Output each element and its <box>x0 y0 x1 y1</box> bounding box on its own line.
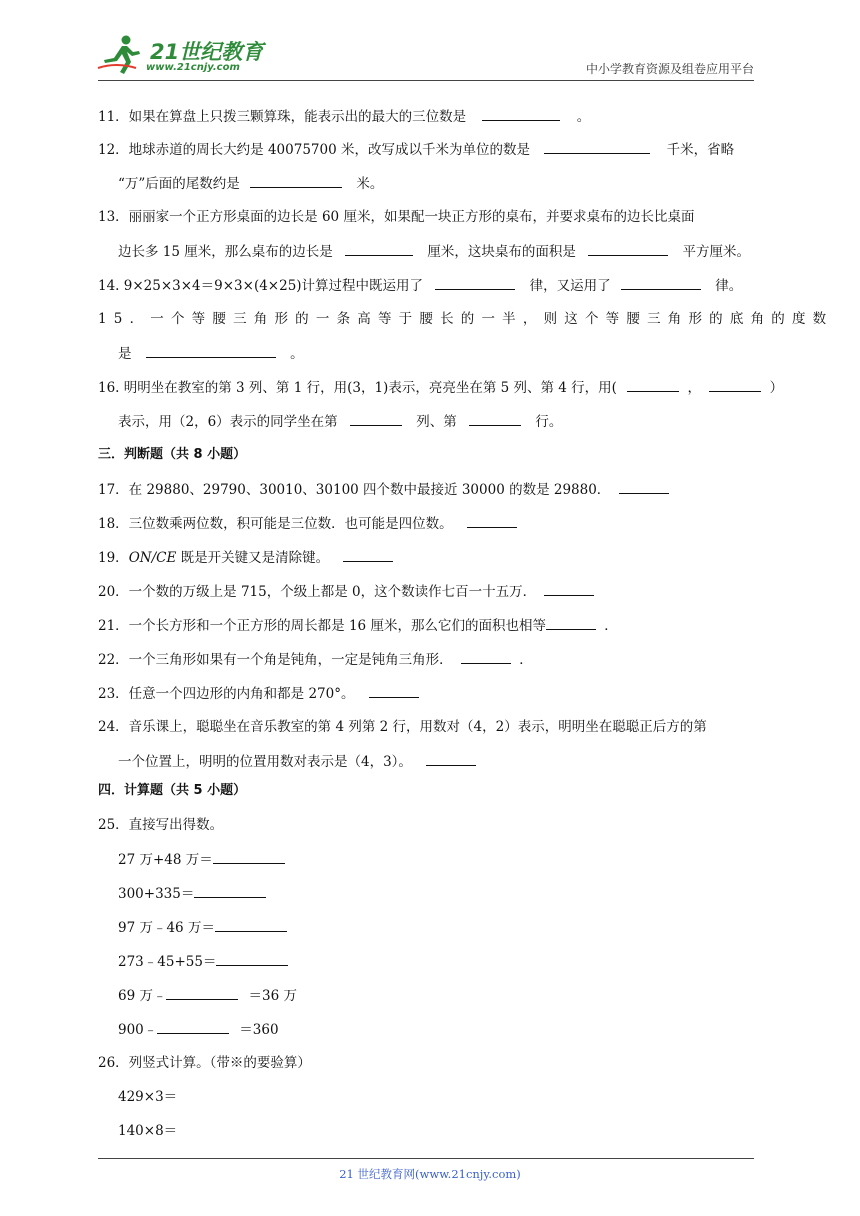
question-text: 律，又运用了 <box>529 278 611 294</box>
answer-blank[interactable] <box>350 411 402 426</box>
question-text: ） <box>769 380 784 396</box>
question-18 <box>98 513 521 533</box>
answer-blank[interactable] <box>369 683 419 698</box>
platform-title: 中小学教育资源及组卷应用平台 <box>585 62 754 76</box>
question-text: 14. 9×25×3×4＝9×3×(4×25)计算过程中既运用了 <box>98 278 424 294</box>
answer-blank[interactable] <box>467 513 517 528</box>
answer-blank[interactable] <box>544 139 650 154</box>
answer-blank[interactable] <box>216 951 288 966</box>
question-text: 900﹣ <box>118 1022 158 1038</box>
question-text: 既是开关键又是清除键。 <box>176 550 330 566</box>
answer-blank[interactable] <box>435 275 515 290</box>
question-24-cont <box>118 751 480 771</box>
question-text: 13．丽丽家一个正方形桌面的边长是 60 厘米，如果配一块正方形的桌布，并要求桌布的边长比桌面 <box>98 209 695 225</box>
site-logo <box>96 34 266 78</box>
answer-blank[interactable] <box>343 547 393 562</box>
calc-item <box>118 1121 177 1141</box>
question-text: 17．在 29880、29790、30010、30100 四个数中最接近 30000 的数是 29880． <box>98 482 611 498</box>
section-heading-judgment: 三．判断题（共 8 小题） <box>98 447 247 462</box>
question-text: 一个位置上，明明的位置用数对表示是（4，3）。 <box>118 754 412 770</box>
logo-text: 21世纪教育 <box>150 40 264 64</box>
question-text: 是 <box>118 346 132 362</box>
question-15-cont <box>118 343 304 363</box>
question-text: 表示，用（2，6）表示的同学坐在第 <box>118 414 338 430</box>
question-text: “万”后面的尾数约是 <box>118 176 240 192</box>
calc-item <box>118 883 266 903</box>
answer-blank[interactable] <box>469 411 521 426</box>
answer-blank[interactable] <box>426 751 476 766</box>
question-21 <box>98 615 618 635</box>
answer-blank[interactable] <box>546 615 596 630</box>
question-text: 15．一个等腰三角形的一条高等于腰长的一半，则这个等腰三角形的底角的度数 <box>98 311 834 327</box>
question-25 <box>98 815 223 835</box>
question-16 <box>98 377 783 397</box>
question-text: 16. 明明坐在教室的第 3 列、第 1 行，用(3，1)表示，亮亮坐在第 5 列、第 4 行，用( <box>98 380 617 396</box>
answer-blank[interactable] <box>194 883 266 898</box>
calc-item <box>118 1087 177 1107</box>
answer-blank[interactable] <box>482 106 560 121</box>
question-text: 。 <box>290 346 304 362</box>
question-text: 列、第 <box>416 414 457 430</box>
answer-blank[interactable] <box>588 241 668 256</box>
question-12 <box>98 139 734 159</box>
question-text: 21．一个长方形和一个正方形的周长都是 16 厘米，那么它们的面积也相等 <box>98 618 546 634</box>
calc-item <box>118 985 297 1005</box>
question-15 <box>98 309 833 329</box>
question-text: 18．三位数乘两位数，积可能是三位数．也可能是四位数。 <box>98 516 453 532</box>
runner-logo-icon <box>96 34 148 76</box>
question-text: 11．如果在算盘上只拨三颗算珠，能表示出的最大的三位数是 <box>98 109 467 125</box>
question-text: ＝36 万 <box>248 988 297 1004</box>
calc-item <box>118 1019 279 1039</box>
question-text: 。 <box>576 109 591 125</box>
answer-blank[interactable] <box>627 377 679 392</box>
question-text: 97 万﹣46 万＝ <box>118 920 215 936</box>
question-text: 平方厘米。 <box>682 244 750 260</box>
question-text: 69 万﹣ <box>118 988 167 1004</box>
question-20 <box>98 581 598 601</box>
question-number: 19． <box>98 550 129 566</box>
answer-blank[interactable] <box>461 649 511 664</box>
question-text: 20．一个数的万级上是 715，个级上都是 0，这个数读作七百一十五万． <box>98 584 537 600</box>
question-text: 26．列竖式计算。（带※的要验算） <box>98 1055 311 1071</box>
answer-blank[interactable] <box>166 985 238 1000</box>
question-text: 边长多 15 厘米，那么桌布的边长是 <box>118 244 333 260</box>
answer-blank[interactable] <box>157 1019 229 1034</box>
question-22 <box>98 649 533 669</box>
question-13 <box>98 207 694 227</box>
question-16-cont <box>118 411 562 431</box>
question-text: 24．音乐课上，聪聪坐在音乐教室的第 4 列第 2 行，用数对（4，2）表示，明明坐在聪聪正后方的第 <box>98 719 707 735</box>
header-divider <box>98 80 754 81</box>
section-heading-calculation: 四．计算题（共 5 小题） <box>98 783 247 798</box>
question-text: 行。 <box>535 414 563 430</box>
question-text: 25．直接写出得数。 <box>98 817 224 833</box>
calc-item <box>118 917 287 937</box>
answer-blank[interactable] <box>345 241 413 256</box>
answer-blank[interactable] <box>213 849 285 864</box>
answer-blank[interactable] <box>619 479 669 494</box>
question-text: 300+335＝ <box>118 886 195 902</box>
question-text: 140×8＝ <box>118 1123 178 1139</box>
question-text: ． <box>604 618 618 634</box>
question-24 <box>98 717 707 737</box>
question-text: ， <box>687 380 702 396</box>
question-26 <box>98 1053 311 1073</box>
question-text: 22．一个三角形如果有一个角是钝角，一定是钝角三角形． <box>98 652 453 668</box>
question-13-cont <box>118 241 750 261</box>
question-text: 273﹣45+55＝ <box>118 954 217 970</box>
question-text: 23．任意一个四边形的内角和都是 270°。 <box>98 686 355 702</box>
question-text: ＝360 <box>239 1022 279 1038</box>
answer-blank[interactable] <box>709 377 761 392</box>
question-text: 厘米，这块桌布的面积是 <box>427 244 576 260</box>
question-text: 米。 <box>356 176 384 192</box>
question-11 <box>98 106 590 126</box>
calc-item <box>118 951 288 971</box>
question-17 <box>98 479 673 499</box>
answer-blank[interactable] <box>215 917 287 932</box>
answer-blank[interactable] <box>146 343 276 358</box>
question-text: 千米，省略 <box>666 142 735 158</box>
question-12-cont <box>118 173 383 193</box>
question-23 <box>98 683 423 703</box>
key-label: ON/CE <box>128 550 177 566</box>
answer-blank[interactable] <box>250 173 342 188</box>
question-text: 27 万+48 万＝ <box>118 852 213 868</box>
page-header <box>0 0 860 86</box>
question-text: ． <box>519 652 533 668</box>
answer-blank[interactable] <box>621 275 701 290</box>
question-text: 律。 <box>715 278 743 294</box>
question-19 <box>98 547 397 567</box>
question-14 <box>98 275 742 295</box>
answer-blank[interactable] <box>544 581 594 596</box>
logo-url: www.21cnjy.com <box>146 62 240 73</box>
calc-item <box>118 849 285 869</box>
footer-divider <box>98 1158 754 1159</box>
question-text: 12．地球赤道的周长大约是 40075700 米，改写成以千米为单位的数是 <box>98 142 530 158</box>
question-text: 429×3＝ <box>118 1089 178 1105</box>
page-footer: 21 世纪教育网(www.21cnjy.com) <box>339 1167 521 1181</box>
